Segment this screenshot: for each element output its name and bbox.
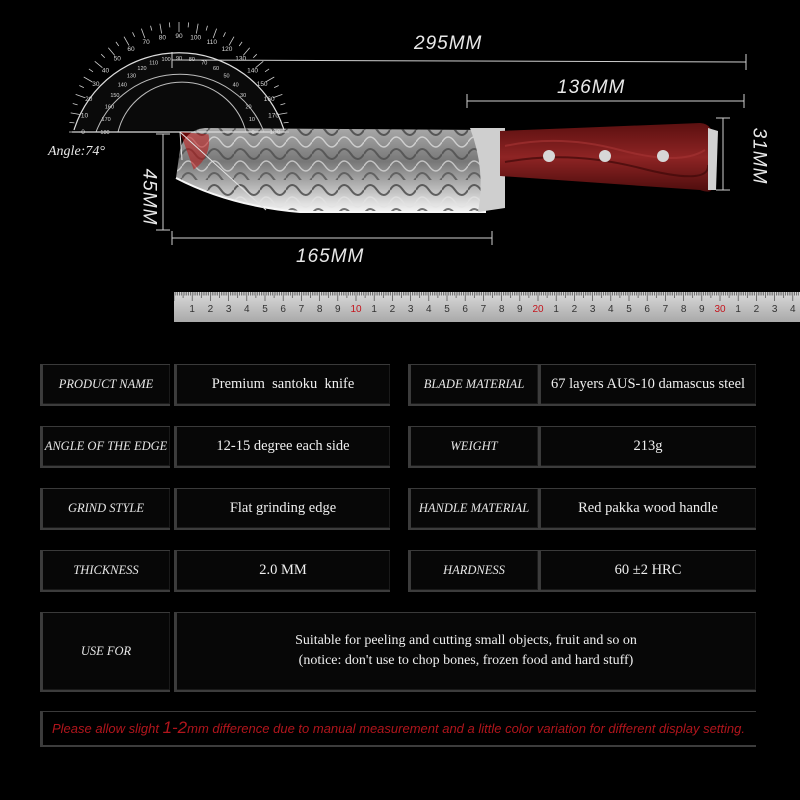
protractor-inner-label: 150 — [110, 93, 120, 99]
protractor-tick — [265, 69, 269, 72]
hardness-label-cell — [410, 550, 538, 590]
disclaimer-emphasis: 1-2 — [162, 718, 188, 737]
protractor-inner-label: 120 — [137, 65, 147, 72]
ruler-label: 3 — [589, 304, 596, 315]
product-name-label: PRODUCT NAME — [58, 376, 154, 391]
handle-rivet-2 — [599, 150, 611, 162]
measuring-ruler — [174, 292, 800, 322]
product-name-value: Premium santoku knife — [211, 375, 355, 392]
protractor-inner-label: 20 — [245, 104, 252, 111]
ruler-label: 2 — [571, 304, 578, 315]
hardness-value-cell — [540, 550, 756, 590]
disclaimer-text-end: mm difference due to manual measurement and a little color variation for different display setting. — [187, 720, 745, 736]
protractor-outer-label: 130 — [235, 55, 247, 63]
protractor-tick — [239, 42, 242, 46]
use-for-label-cell — [42, 612, 170, 690]
ruler-label: 3 — [407, 304, 414, 315]
protractor-outer-label: 30 — [92, 81, 100, 88]
handle-material-label: HANDLE MATERIAL — [418, 500, 530, 515]
protractor-outer-label: 170 — [268, 112, 279, 120]
protractor-tick — [116, 42, 119, 46]
edge-angle-value-cell — [176, 426, 390, 466]
protractor-tick — [76, 94, 85, 97]
blade-material-value: 67 layers AUS-10 damascus steel — [550, 375, 746, 392]
protractor-inner-label: 60 — [212, 65, 220, 72]
handle-material-value: Red pakka wood handle — [578, 499, 718, 516]
ruler-label: 4 — [426, 304, 432, 315]
protractor-inner-label: 70 — [201, 60, 208, 67]
protractor-outer-label: 160 — [263, 96, 275, 104]
use-for-line-1: Suitable for peeling and cutting small objects, fruit and so on — [295, 633, 637, 648]
blade-material-label: BLADE MATERIAL — [423, 376, 525, 391]
protractor-tick — [84, 77, 93, 82]
handle-length-label: 136MM — [557, 77, 626, 98]
protractor-tick — [79, 86, 84, 88]
ruler-label: 3 — [771, 304, 778, 315]
protractor-tick — [229, 37, 234, 46]
protractor-tick — [223, 32, 225, 37]
ruler-label: 1 — [371, 304, 377, 315]
protractor-outer-label: 110 — [206, 38, 218, 46]
ruler-label: 9 — [699, 304, 705, 315]
ruler-label: 2 — [389, 304, 396, 315]
weight-value: 213g — [633, 437, 663, 454]
grind-style-label-cell — [42, 488, 170, 528]
ruler-label: 7 — [662, 304, 669, 315]
product-name-value-cell — [176, 364, 390, 404]
protractor-tick — [280, 104, 285, 105]
knife-dimension-diagram — [0, 0, 800, 290]
protractor-outer-label: 80 — [158, 34, 166, 42]
protractor-tick — [73, 104, 78, 105]
ruler-label: 6 — [644, 304, 650, 315]
protractor-inner-label: 40 — [232, 82, 239, 89]
protractor-tick — [71, 113, 81, 115]
thickness-label-cell — [42, 550, 170, 590]
ruler-label: 1 — [735, 304, 741, 315]
weight-label: WEIGHT — [450, 438, 498, 453]
hardness-label: HARDNESS — [443, 562, 505, 577]
handle-material-label-cell — [410, 488, 538, 528]
ruler-label: 1 — [553, 304, 559, 315]
protractor-inner-label: 0 — [251, 130, 255, 136]
ruler-label: 4 — [244, 304, 250, 315]
protractor-outer-label: 180 — [269, 129, 281, 136]
grind-style-value: Flat grinding edge — [229, 499, 337, 516]
ruler-label: 2 — [207, 304, 214, 315]
use-for-line-2: (notice: don't use to chop bones, frozen food and hard stuff) — [298, 653, 634, 668]
handle-material-value-cell — [540, 488, 756, 528]
weight-label-cell — [410, 426, 538, 466]
ruler-label: 4 — [608, 304, 614, 315]
blade-length-label: 165MM — [296, 246, 365, 267]
blade-material-value-cell — [540, 364, 756, 404]
ruler-label: 5 — [262, 304, 268, 315]
protractor-outer-label: 20 — [85, 96, 93, 104]
protractor-outer-label: 140 — [247, 67, 258, 75]
ruler-label: 5 — [626, 304, 632, 315]
ruler-label: 3 — [225, 304, 232, 315]
ruler-label: 8 — [316, 304, 323, 315]
protractor-inner-label: 50 — [223, 73, 230, 80]
overall-length-label: 295MM — [414, 33, 483, 54]
protractor-tick — [253, 54, 257, 58]
protractor-inner-label: 110 — [149, 60, 159, 67]
protractor-inner-label: 170 — [101, 117, 111, 124]
protractor-tick — [124, 37, 129, 46]
protractor-outer-label: 90 — [175, 33, 183, 40]
measurement-disclaimer — [40, 711, 756, 747]
thickness-label: THICKNESS — [73, 562, 139, 577]
ruler-label: 6 — [280, 304, 286, 315]
protractor-inner-label: 80 — [188, 57, 195, 64]
protractor-inner-label: 100 — [161, 57, 171, 64]
protractor-outer-label: 10 — [80, 112, 89, 120]
protractor-outer-label: 40 — [101, 67, 110, 75]
protractor-outer-label: 100 — [190, 34, 202, 42]
handle-rivet-1 — [543, 150, 555, 162]
ruler-label: 8 — [680, 304, 687, 315]
product-name-label-cell — [42, 364, 170, 404]
protractor-inner-label: 160 — [104, 104, 115, 111]
protractor-tick — [133, 32, 135, 37]
weight-value-cell — [540, 426, 756, 466]
protractor-tick — [101, 54, 105, 58]
protractor-tick — [196, 24, 198, 34]
blade-material-label-cell — [410, 364, 538, 404]
disclaimer-text-start: Please allow slight — [52, 720, 163, 736]
protractor-inner-label: 10 — [248, 117, 255, 124]
edge-angle-value: 12-15 degree each side — [216, 437, 350, 454]
ruler-label: 7 — [298, 304, 305, 315]
protractor-outer-label: 120 — [221, 45, 233, 53]
edge-angle-spec-label: ANGLE OF THE EDGE — [44, 438, 168, 453]
ruler-label: 9 — [335, 304, 341, 315]
ruler-label: 5 — [444, 304, 450, 315]
protractor-outer-label: 70 — [142, 38, 150, 46]
ruler-label: 2 — [753, 304, 760, 315]
protractor-outer-label: 0 — [81, 129, 85, 136]
ruler-label: 20 — [532, 304, 544, 315]
hardness-value: 60 ±2 HRC — [614, 561, 682, 578]
grind-style-label: GRIND STYLE — [67, 500, 145, 515]
protractor-inner-label: 180 — [100, 130, 110, 136]
protractor-tick — [108, 48, 114, 56]
protractor-inner-label: 140 — [117, 82, 127, 89]
protractor-tick — [274, 86, 279, 88]
grind-style-value-cell — [176, 488, 390, 528]
ruler-label: 9 — [517, 304, 523, 315]
protractor-outer-label: 150 — [256, 81, 268, 88]
knife-handle — [500, 123, 718, 192]
ruler-label: 30 — [714, 304, 726, 315]
protractor-inner-label: 30 — [240, 93, 247, 99]
protractor-outer-label: 50 — [113, 55, 121, 63]
blade-height-label: 45MM — [138, 168, 160, 226]
protractor-tick — [151, 26, 152, 31]
protractor-tick — [243, 48, 249, 56]
protractor-tick — [160, 24, 162, 34]
knife-diagram-svg — [0, 0, 800, 290]
protractor-tick — [89, 69, 93, 72]
use-for-value-cell — [176, 612, 756, 690]
thickness-value: 2.0 MM — [259, 561, 307, 578]
ruler-label: 4 — [790, 304, 796, 315]
ruler-label: 6 — [462, 304, 468, 315]
ruler-label: 1 — [189, 304, 195, 315]
ruler-label: 10 — [350, 304, 362, 315]
ruler-label: 7 — [480, 304, 487, 315]
use-for-label: USE FOR — [80, 643, 132, 658]
handle-rivet-3 — [657, 150, 669, 162]
protractor-outer-label: 60 — [127, 45, 135, 53]
ruler-label: 8 — [498, 304, 505, 315]
edge-angle-label: Angle:74° — [48, 144, 105, 159]
protractor-tick — [213, 29, 216, 38]
edge-angle-label-cell — [42, 426, 170, 466]
protractor-tick — [141, 29, 144, 38]
handle-height-label: 31MM — [748, 127, 770, 185]
ruler-svg — [174, 292, 800, 322]
protractor-inner-label: 130 — [126, 73, 137, 80]
protractor-tick — [206, 26, 207, 31]
thickness-value-cell — [176, 550, 390, 590]
protractor-inner-label: 90 — [175, 56, 183, 62]
